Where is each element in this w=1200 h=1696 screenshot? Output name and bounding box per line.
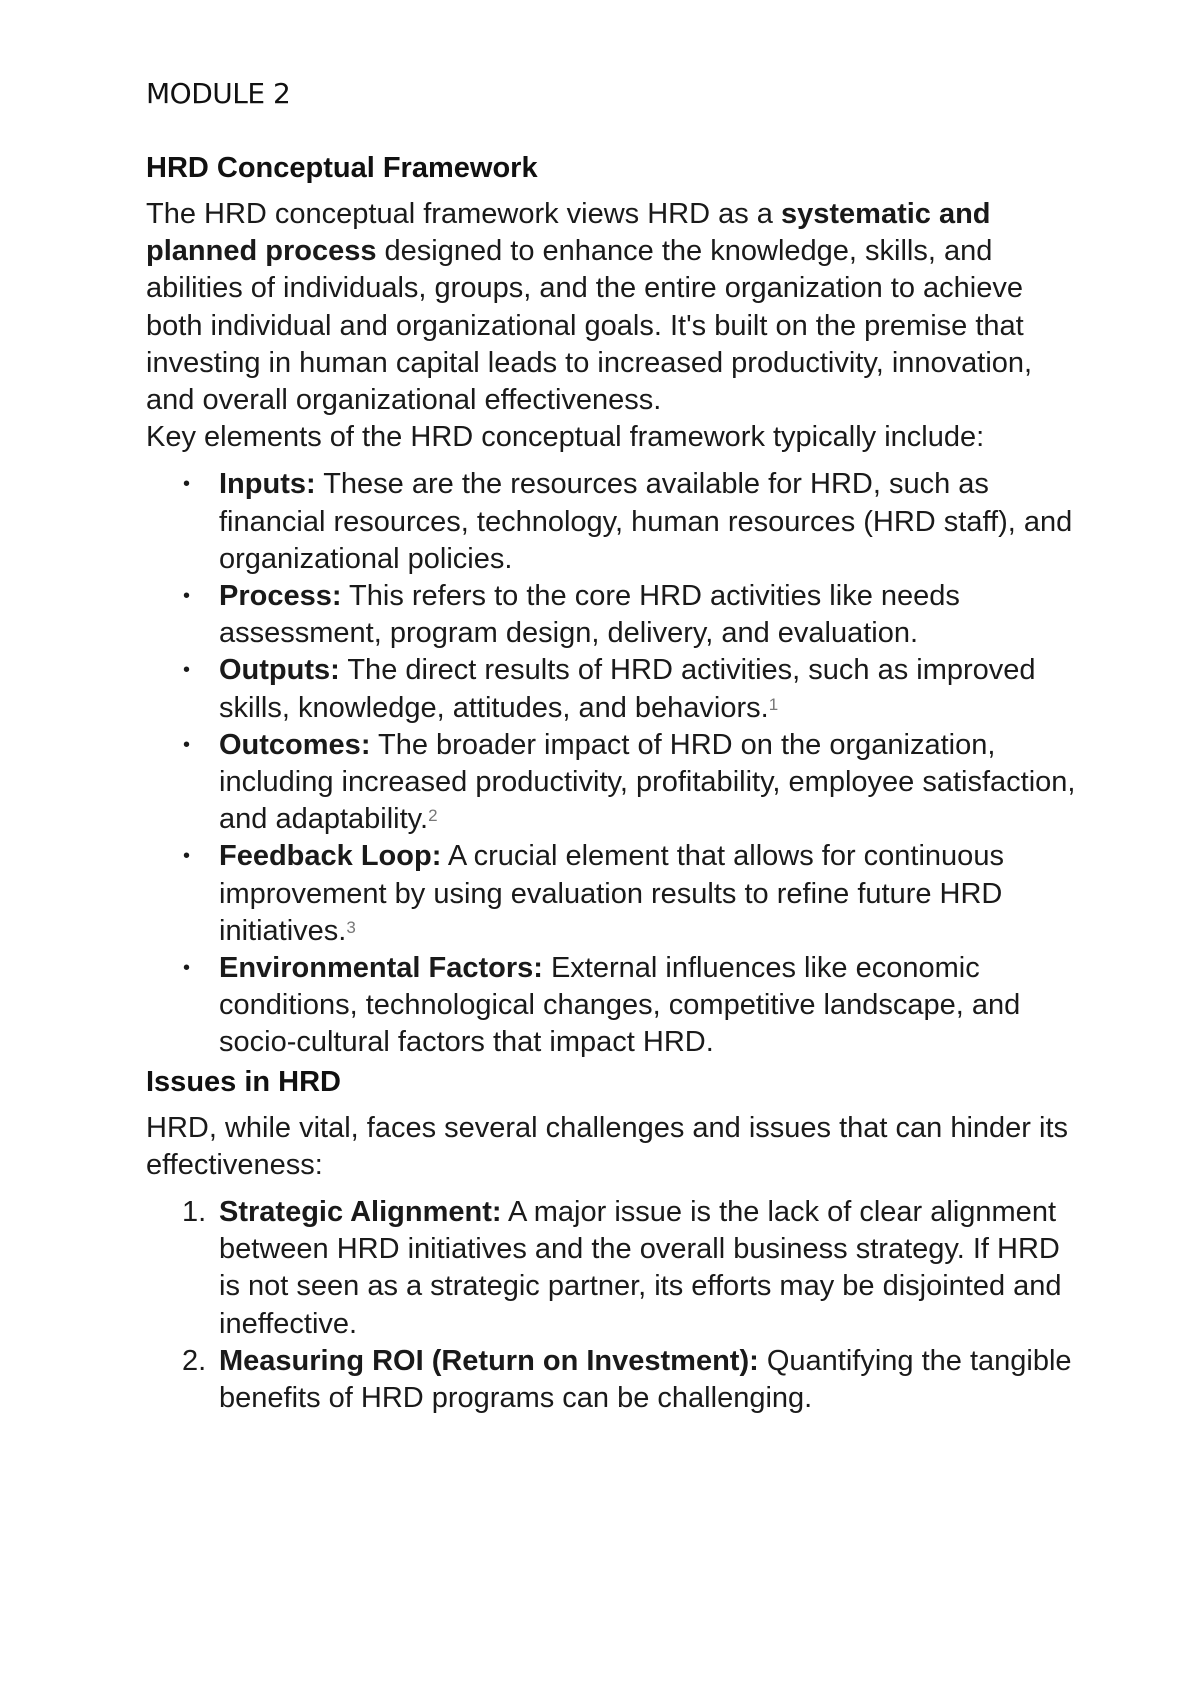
- element-term: Outcomes:: [219, 728, 371, 761]
- framework-intro-end: designed to enhance the knowledge, skills, and abilities of individuals, groups, and the entire organization to achieve both individual and organizational goals. It's built on the premise that investing in human capital leads to increased productivity, innovation, and overall organizational effectiveness.: [146, 235, 1033, 417]
- framework-intro-start: The HRD conceptual framework views HRD as a: [146, 198, 781, 230]
- issue-term: Measuring ROI (Return on Investment):: [219, 1344, 759, 1377]
- element-text: These are the resources available for HRD, such as financial resources, technology, human resources (HRD staff), and organizational policies.: [219, 468, 1073, 575]
- element-text: External influences like economic conditions, technological changes, competitive landscape, and socio-cultural factors that impact HRD.: [219, 952, 1021, 1059]
- issues-intro: HRD, while vital, faces several challenges and issues that can hinder its effectiveness:: [146, 1111, 1069, 1181]
- element-text: The broader impact of HRD on the organization, including increased productivity, profitability, employee satisfaction, and adaptability.: [219, 728, 1076, 836]
- list-item: [146, 950, 1076, 1062]
- list-item: [146, 1194, 1076, 1343]
- element-text: A crucial element that allows for continuous improvement by using evaluation results to refine future HRD initiatives.: [219, 840, 1004, 947]
- bullet-marker: •: [183, 845, 191, 868]
- bullet-marker: •: [183, 957, 191, 980]
- element-text: This refers to the core HRD activities like needs assessment, program design, delivery, and evaluation.: [219, 580, 960, 650]
- list-item: [146, 578, 1076, 652]
- element-term: Outputs:: [219, 654, 340, 687]
- element-term: Process:: [219, 580, 342, 613]
- list-item: [146, 838, 1076, 950]
- framework-intro-bold: systematic and planned process: [146, 198, 991, 268]
- element-text: The direct results of HRD activities, such as improved skills, knowledge, attitudes, and behaviors.: [219, 654, 1036, 724]
- footnote-marker[interactable]: 2: [428, 806, 438, 826]
- list-item: [146, 466, 1076, 578]
- bullet-marker: •: [183, 585, 191, 608]
- footnote-marker[interactable]: 3: [346, 917, 356, 937]
- item-number: 2.: [182, 1344, 207, 1377]
- item-number: 1.: [182, 1196, 207, 1229]
- bullet-marker: •: [183, 659, 191, 682]
- list-item: [146, 652, 1076, 726]
- elements-intro: Key elements of the HRD conceptual framework typically include:: [146, 421, 985, 454]
- framework-heading: HRD Conceptual Framework: [146, 152, 538, 184]
- issue-text: A major issue is the lack of clear alignment between HRD initiatives and the overall business strategy. If HRD is not seen as a strategic partner, its efforts may be disjointed and ineffective.: [219, 1196, 1062, 1340]
- issues-heading: Issues in HRD: [146, 1065, 341, 1098]
- framework-elements-list: [146, 466, 1076, 1061]
- element-term: Environmental Factors:: [219, 952, 543, 985]
- bullet-marker: •: [183, 733, 191, 756]
- issue-term: Strategic Alignment:: [219, 1196, 502, 1229]
- list-item: [146, 1343, 1076, 1417]
- footnote-marker[interactable]: 1: [768, 694, 779, 714]
- framework-intro-paragraph: [146, 196, 1076, 419]
- element-term: Inputs:: [219, 468, 316, 501]
- module-label: MODULE 2: [146, 77, 291, 110]
- issue-text: Quantifying the tangible benefits of HRD programs can be challenging.: [219, 1344, 1072, 1415]
- issues-list: [146, 1194, 1076, 1417]
- list-item: [146, 727, 1076, 839]
- bullet-marker: •: [183, 473, 191, 496]
- document-content: [146, 74, 1076, 1417]
- element-term: Feedback Loop:: [219, 840, 442, 873]
